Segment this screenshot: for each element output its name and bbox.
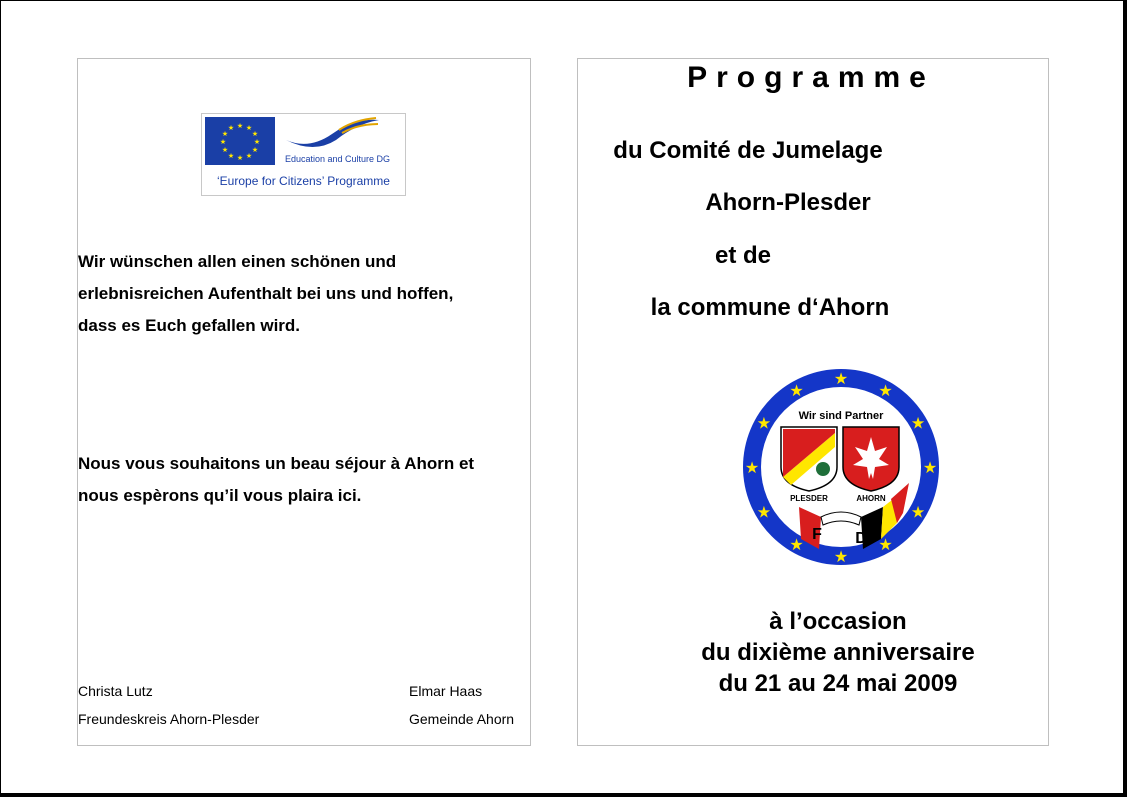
page-title: Programme — [687, 61, 935, 94]
right-page — [577, 58, 1049, 746]
svg-text:★: ★ — [236, 154, 244, 162]
eu-flag-icon — [205, 117, 275, 165]
subtitle-line: du Comité de Jumelage — [613, 137, 883, 164]
logo-programme-text: ‘Europe for Citizens’ Programme — [217, 174, 390, 188]
star-icon: ★ — [922, 458, 938, 477]
svg-text:★: ★ — [245, 152, 253, 160]
star-icon: ★ — [833, 547, 849, 566]
svg-text:★: ★ — [227, 152, 235, 160]
logo-dg-text: Education and Culture DG — [285, 154, 391, 164]
star-icon: ★ — [756, 413, 772, 433]
french-greeting — [78, 448, 530, 512]
star-icon: ★ — [789, 535, 804, 555]
star-icon: ★ — [789, 380, 804, 400]
text-line: Nous vous souhaitons un beau séjour à Ahorn et — [78, 454, 475, 473]
signature-name: Elmar Haas — [409, 683, 483, 699]
eu-logo — [201, 113, 406, 196]
emblem-left-label: PLESDER — [790, 494, 828, 503]
occasion-line: à l’occasion — [769, 608, 907, 635]
svg-text:★: ★ — [251, 146, 259, 154]
text-line: Wir wünschen allen einen schönen und — [78, 252, 397, 271]
svg-text:★: ★ — [227, 124, 235, 132]
star-icon: ★ — [910, 413, 926, 433]
emblem-letter-d: D — [855, 530, 867, 547]
text-line: nous espèrons qu’il vous plaira ici. — [78, 486, 362, 505]
signature-name: Christa Lutz — [78, 683, 153, 699]
svg-text:★: ★ — [245, 124, 253, 132]
signature-left — [78, 677, 259, 733]
star-icon: ★ — [744, 458, 760, 477]
occasion-text — [603, 606, 1073, 699]
signature-org: Gemeinde Ahorn — [409, 711, 515, 727]
text-line: dass es Euch gefallen wird. — [78, 316, 301, 335]
svg-text:★: ★ — [221, 130, 229, 138]
star-icon: ★ — [878, 380, 893, 400]
twinning-emblem-icon — [741, 367, 941, 567]
dove-icon — [284, 116, 384, 152]
star-icon: ★ — [833, 369, 849, 388]
star-icon: ★ — [878, 535, 893, 555]
signature-right — [409, 677, 514, 733]
star-icon: ★ — [910, 502, 926, 522]
star-icon: ★ — [756, 502, 772, 522]
svg-text:★: ★ — [219, 138, 227, 146]
emblem-right-label: AHORN — [856, 494, 886, 503]
occasion-line: du dixième anniversaire — [701, 639, 975, 666]
emblem-letter-f: F — [812, 526, 822, 543]
occasion-line: du 21 au 24 mai 2009 — [718, 670, 958, 697]
signature-org: Freundeskreis Ahorn-Plesder — [78, 711, 260, 727]
svg-text:★: ★ — [221, 146, 229, 154]
subtitle-line: la commune d‘Ahorn — [650, 294, 890, 321]
subtitle-line: et de — [714, 242, 771, 269]
subtitle-line: Ahorn-Plesder — [705, 189, 871, 216]
text-line: erlebnisreichen Aufenthalt bei uns und hoffen, — [78, 284, 454, 303]
left-page — [77, 58, 531, 746]
svg-text:★: ★ — [251, 130, 259, 138]
german-greeting — [78, 246, 530, 342]
svg-text:★: ★ — [236, 122, 244, 130]
emblem-top-text: Wir sind Partner — [798, 410, 884, 422]
svg-text:★: ★ — [253, 138, 261, 146]
